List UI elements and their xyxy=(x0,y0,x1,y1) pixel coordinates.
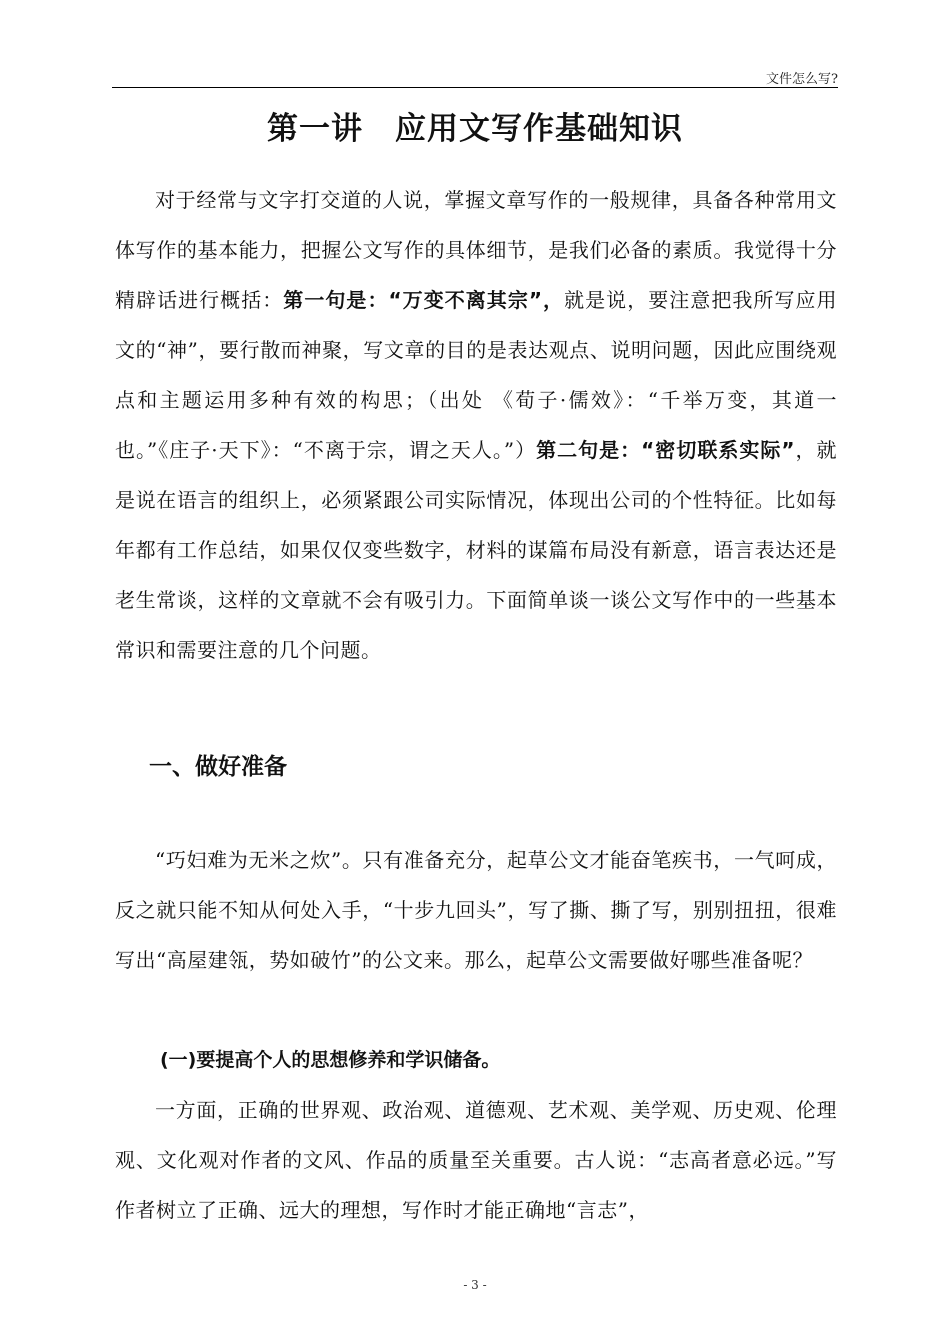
intro-bold-1: 第一句是：“万变不离其宗”， xyxy=(283,288,565,312)
intro-text-1: 对于经常与文字打交道的人说，掌握文章写作的一般规律，具备各种常用文体写作的基本能力，把握公文写作的具体细节，是我们必备的素质。我觉得十分精辟话进行概括： xyxy=(115,188,837,312)
intro-text-2: 就是说，要注意把我所写应用文的“神”，要行散而神聚，写文章的目的是表达观点、说明问题，因此应围绕观点和主题运用多种有效的构思；（出处 《荀子·儒效》：“千举万变，其道一也。”《庄子·天下》：“不离于宗，谓之天人。”） xyxy=(115,288,838,462)
intro-paragraph xyxy=(115,175,837,675)
header-divider xyxy=(112,87,838,88)
intro-text-3: ，就是说在语言的组织上，必须紧跟公司实际情况，体现出公司的个性特征。比如每年都有工作总结，如果仅仅变些数字，材料的谋篇布局没有新意，语言表达还是老生常谈，这样的文章就不会有吸引力。下面简单谈一谈公文写作中的一些基本常识和需要注意的几个问题。 xyxy=(115,438,837,662)
section-heading: 一、做好准备 xyxy=(149,754,287,780)
page-number: - 3 - xyxy=(463,1278,487,1292)
subsection-paragraph: 一方面，正确的世界观、政治观、道德观、艺术观、美学观、历史观、伦理观、文化观对作者的文风、作品的质量至关重要。古人说：“志高者意必远。”写作者树立了正确、远大的理想，写作时才能正确地“言志”， xyxy=(115,1098,837,1222)
section-paragraph: “巧妇难为无米之炊”。只有准备充分，起草公文才能奋笔疾书，一气呵成，反之就只能不知从何处入手，“十步九回头”，写了撕、撕了写，别别扭扭，很难写出“高屋建瓴，势如破竹”的公文来。那么，起草公文需要做好哪些准备呢？ xyxy=(115,848,837,972)
subsection-heading: (一)要提高个人的思想修养和学识储备。 xyxy=(160,1049,501,1071)
intro-bold-2: 第二句是：“密切联系实际” xyxy=(536,438,795,462)
running-header: 文件怎么写? xyxy=(766,72,838,87)
document-title: 第一讲 应用文写作基础知识 xyxy=(267,111,683,147)
